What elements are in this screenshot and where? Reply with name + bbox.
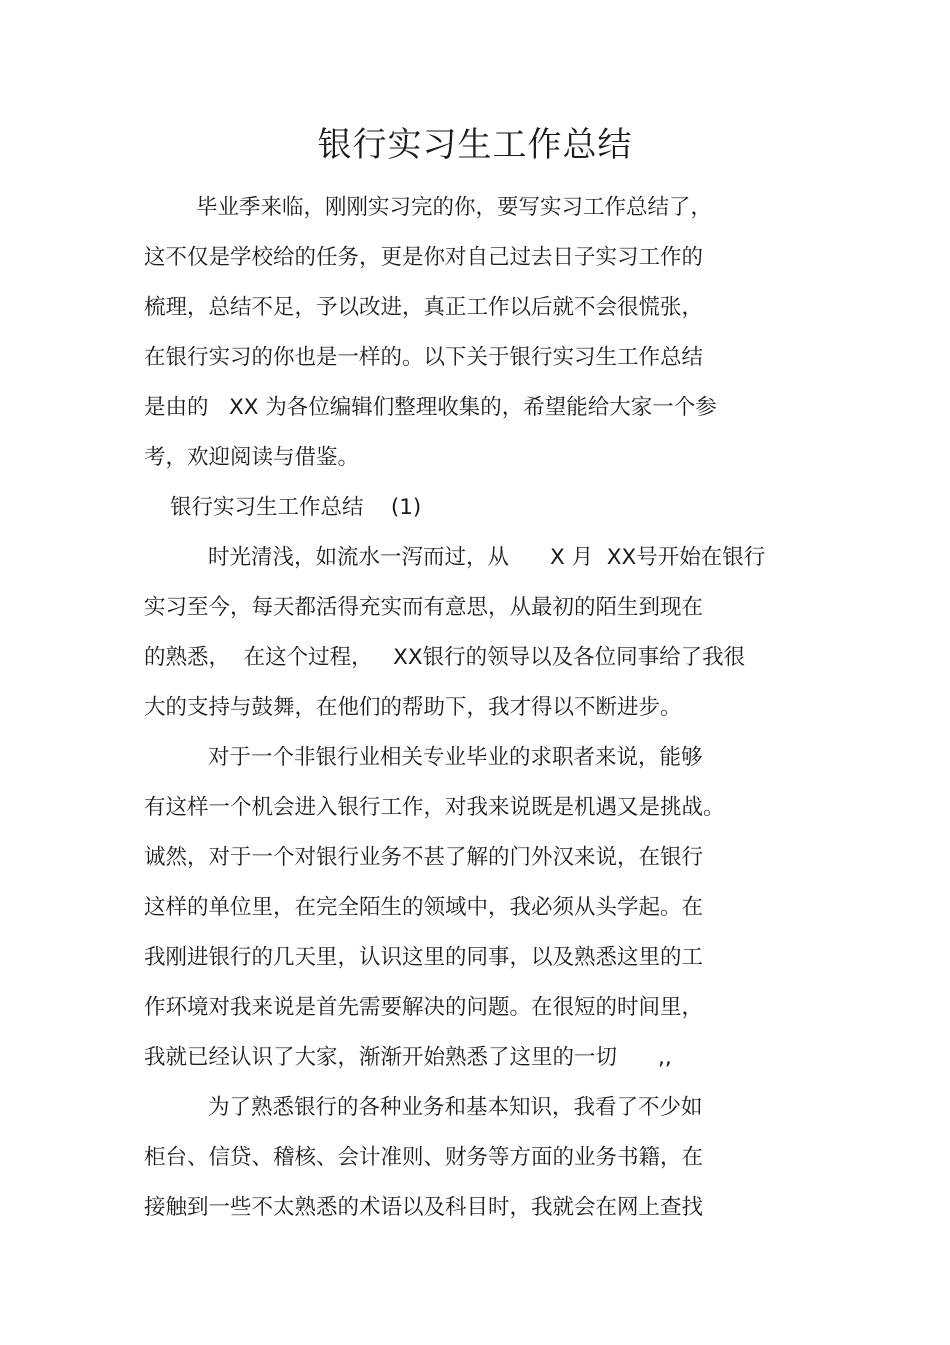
body-line-19: 为了熟悉银行的各种业务和基本知识，我看了不少如 (208, 1095, 703, 1120)
body-line-2: 这不仅是学校给的任务，更是你对自己过去日子实习工作的 (144, 245, 704, 270)
body-line-18: 我就已经认识了大家，渐渐开始熟悉了这里的一切 ,, (144, 1045, 672, 1070)
body-line-20: 柜台、信贷、稽核、会计准则、财务等方面的业务书籍，在 (144, 1145, 704, 1170)
body-line-15: 这样的单位里，在完全陌生的领域中，我必须从头学起。在 (144, 895, 704, 920)
body-line-16: 我刚进银行的几天里，认识这里的同事，以及熟悉这里的工 (144, 945, 704, 970)
body-line-4: 在银行实习的你也是一样的。以下关于银行实习生工作总结 (144, 345, 704, 370)
body-line-12: 对于一个非银行业相关专业毕业的求职者来说，能够 (208, 745, 703, 770)
page-title: 银行实习生工作总结 (317, 125, 633, 165)
body-line-3: 梳理，总结不足，予以改进，真正工作以后就不会很慌张， (144, 295, 704, 320)
body-line-9: 实习至今，每天都活得充实而有意思，从最初的陌生到现在 (144, 595, 704, 620)
body-line-5: 是由的 XX 为各位编辑们整理收集的，希望能给大家一个参 (144, 395, 717, 420)
body-line-14: 诚然，对于一个对银行业务不甚了解的门外汉来说，在银行 (144, 845, 704, 870)
body-line-8: 时光清浅，如流水一泻而过，从 X 月 XX号开始在银行 (208, 545, 766, 570)
body-line-11: 大的支持与鼓舞，在他们的帮助下，我才得以不断进步。 (144, 695, 682, 720)
body-line-21: 接触到一些不太熟悉的术语以及科目时，我就会在网上查找 (144, 1195, 704, 1220)
section-heading: 银行实习生工作总结 (1) (170, 495, 422, 520)
body-line-10: 的熟悉， 在这个过程， XX银行的领导以及各位同事给了我很 (144, 645, 746, 670)
body-line-17: 作环境对我来说是首先需要解决的问题。在很短的时间里， (144, 995, 704, 1020)
body-line-1: 毕业季来临，刚刚实习完的你，要写实习工作总结了， (196, 195, 713, 220)
body-line-6: 考，欢迎阅读与借鉴。 (144, 445, 360, 470)
body-line-13: 有这样一个机会进入银行工作，对我来说既是机遇又是挑战。 (144, 795, 725, 820)
